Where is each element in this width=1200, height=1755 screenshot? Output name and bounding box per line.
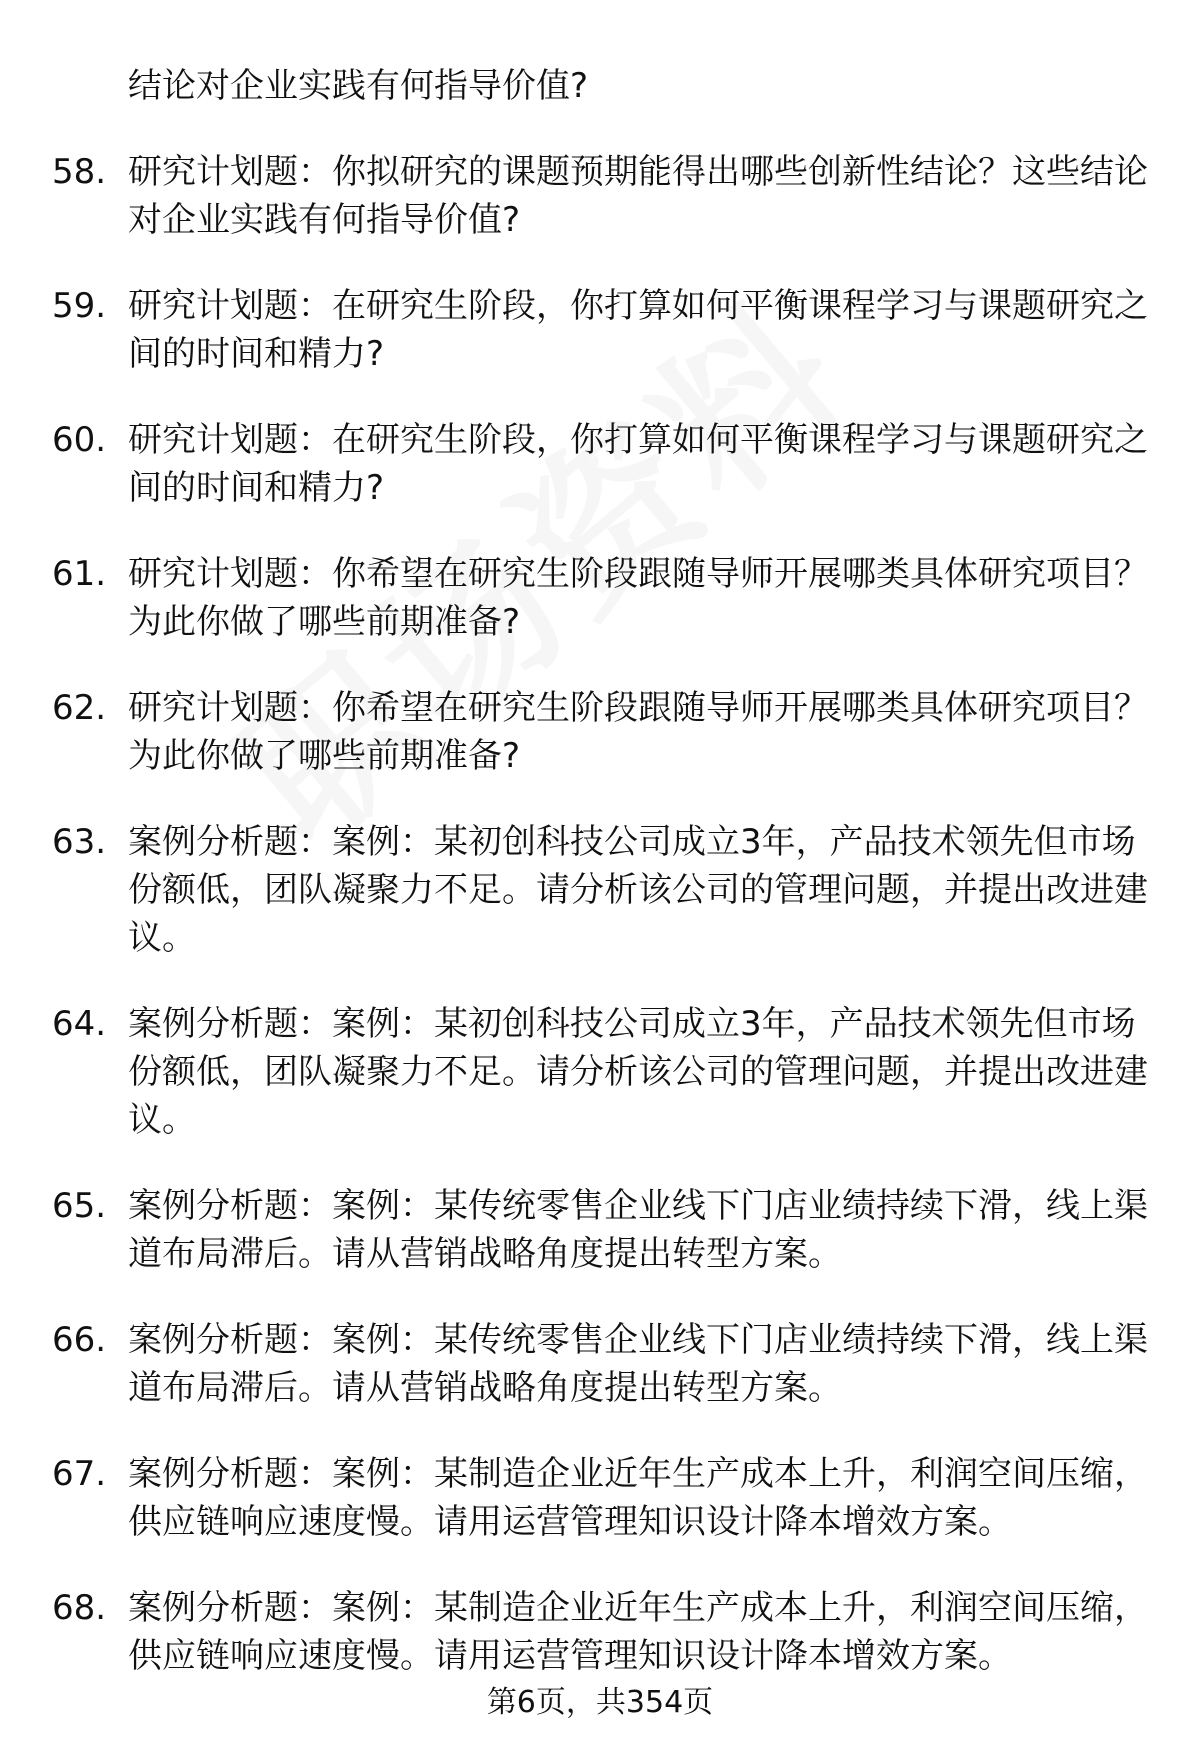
question-item — [0, 1316, 1200, 1412]
question-item — [0, 416, 1200, 512]
question-item — [0, 1450, 1200, 1546]
question-text: 案例分析题：案例：某制造企业近年生产成本上升，利润空间压缩，供应链响应速度慢。请用运营管理知识设计降本增效方案。 — [128, 1588, 1148, 1676]
question-number: 60. — [52, 420, 107, 460]
page-number-footer: 第6页，共354页 — [486, 1685, 714, 1720]
question-number: 59. — [52, 286, 107, 326]
question-number: 67. — [52, 1454, 107, 1494]
question-text: 案例分析题：案例：某传统零售企业线下门店业绩持续下滑，线上渠道布局滞后。请从营销战略角度提出转型方案。 — [128, 1320, 1148, 1408]
question-text: 案例分析题：案例：某传统零售企业线下门店业绩持续下滑，线上渠道布局滞后。请从营销战略角度提出转型方案。 — [128, 1186, 1148, 1274]
question-text: 案例分析题：案例：某初创科技公司成立3年，产品技术领先但市场份额低，团队凝聚力不足。请分析该公司的管理问题，并提出改进建议。 — [128, 822, 1148, 958]
question-item — [0, 148, 1200, 244]
question-text: 研究计划题：在研究生阶段，你打算如何平衡课程学习与课题研究之间的时间和精力? — [128, 420, 1148, 508]
question-item — [0, 282, 1200, 378]
question-text: 研究计划题：在研究生阶段，你打算如何平衡课程学习与课题研究之间的时间和精力? — [128, 286, 1148, 374]
question-text: 案例分析题：案例：某制造企业近年生产成本上升，利润空间压缩，供应链响应速度慢。请用运营管理知识设计降本增效方案。 — [128, 1454, 1148, 1542]
question-text: 研究计划题：你希望在研究生阶段跟随导师开展哪类具体研究项目？为此你做了哪些前期准备? — [128, 554, 1148, 642]
question-item — [0, 1000, 1200, 1144]
question-item — [0, 818, 1200, 962]
question-number: 68. — [52, 1588, 107, 1628]
question-text: 研究计划题：你拟研究的课题预期能得出哪些创新性结论？这些结论对企业实践有何指导价值? — [128, 152, 1148, 240]
question-number: 58. — [52, 152, 107, 192]
question-number: 62. — [52, 688, 107, 728]
question-number: 65. — [52, 1186, 107, 1226]
question-item — [0, 1584, 1200, 1680]
continuation-text: 结论对企业实践有何指导价值? — [128, 66, 589, 106]
question-item — [0, 1182, 1200, 1278]
question-text: 研究计划题：你希望在研究生阶段跟随导师开展哪类具体研究项目？为此你做了哪些前期准备? — [128, 688, 1148, 776]
question-item — [0, 550, 1200, 646]
question-text: 案例分析题：案例：某初创科技公司成立3年，产品技术领先但市场份额低，团队凝聚力不足。请分析该公司的管理问题，并提出改进建议。 — [128, 1004, 1148, 1140]
question-number: 61. — [52, 554, 107, 594]
question-number: 64. — [52, 1004, 107, 1044]
question-item — [0, 684, 1200, 780]
question-number: 66. — [52, 1320, 107, 1360]
question-number: 63. — [52, 822, 107, 862]
question-list — [0, 148, 1200, 1718]
